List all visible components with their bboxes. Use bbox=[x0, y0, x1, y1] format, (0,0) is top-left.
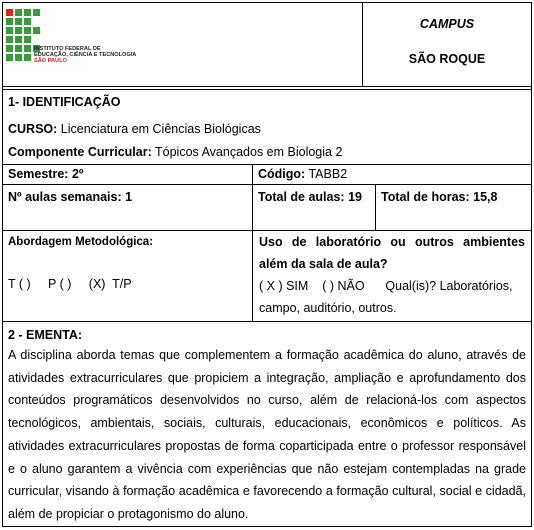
laboratorio-answer-line1: ( X ) SIM ( ) NÃO Qual(is)? Laboratórios, bbox=[259, 279, 513, 293]
institution-name-line3: SÃO PAULO bbox=[34, 58, 67, 64]
ementa-title: 2 - EMENTA: bbox=[8, 328, 83, 342]
semestre-cell bbox=[8, 166, 83, 182]
componente-label: Componente Curricular: bbox=[8, 145, 152, 159]
abordagem-label: Abordagem Metodológica: bbox=[8, 236, 154, 248]
campus-label: CAMPUS bbox=[419, 17, 475, 31]
total-horas-label: Total de horas: bbox=[381, 190, 470, 204]
aulas-semanais-cell bbox=[8, 189, 132, 205]
semestre-value: 2º bbox=[71, 167, 84, 181]
laboratorio-question-line1: Uso de laboratório ou outros ambientes bbox=[259, 235, 525, 249]
institution-name-line2: EDUCAÇÃO, CIÊNCIA E TECNOLOGIA bbox=[34, 52, 137, 58]
curso-value: Licenciatura em Ciências Biológicas bbox=[60, 122, 261, 136]
laboratorio-answer-line2: campo, auditório, outros. bbox=[259, 301, 397, 315]
codigo-value: TABB2 bbox=[308, 167, 348, 181]
aulas-semanais-value: 1 bbox=[125, 190, 133, 204]
total-aulas-label: Total de aulas: bbox=[258, 190, 345, 204]
componente-row bbox=[8, 144, 342, 160]
aulas-semanais-label: Nº aulas semanais: bbox=[8, 190, 122, 204]
total-aulas-value: 19 bbox=[348, 190, 362, 204]
abordagem-options: T ( ) P ( ) (X) T/P bbox=[8, 277, 132, 291]
campus-name: SÃO ROQUE bbox=[408, 52, 486, 66]
institution-name-line1: INSTITUTO FEDERAL DE bbox=[34, 46, 101, 52]
ementa-text: A disciplina aborda temas que complementem a formação acadêmica do aluno, através de atividades extracurriculares que propiciem a integração, ampliação e aprofundamento dos conteúdos programáticos desenvolvidos no curso, além de relacioná-los com aspectos tecnológicos, ambientais, sociais, culturais, educacionais, econômicos e políticos. As atividades extracurriculares propostas de forma coparticipada entre o professor responsável e o aluno garantem a vivência com experiências que não estejam contempladas na grade curricular, visando à formação acadêmica e favorecendo a formação cultural, social e cidadã, além de propiciar o protagonismo do aluno. bbox=[8, 348, 526, 521]
total-horas-value: 15,8 bbox=[473, 190, 498, 204]
curso-label: CURSO: bbox=[8, 122, 58, 136]
identificacao-title: 1- IDENTIFICAÇÃO bbox=[8, 95, 121, 109]
laboratorio-question-line2: além da sala de aula? bbox=[259, 257, 388, 271]
codigo-label: Código: bbox=[258, 167, 306, 181]
total-aulas-cell bbox=[258, 189, 362, 205]
total-horas-cell bbox=[381, 189, 498, 205]
componente-value: Tópicos Avançados em Biologia 2 bbox=[155, 145, 343, 159]
semestre-label: Semestre: bbox=[8, 167, 69, 181]
institution-logo bbox=[6, 9, 166, 71]
codigo-cell bbox=[258, 166, 347, 182]
curso-row bbox=[8, 121, 261, 137]
